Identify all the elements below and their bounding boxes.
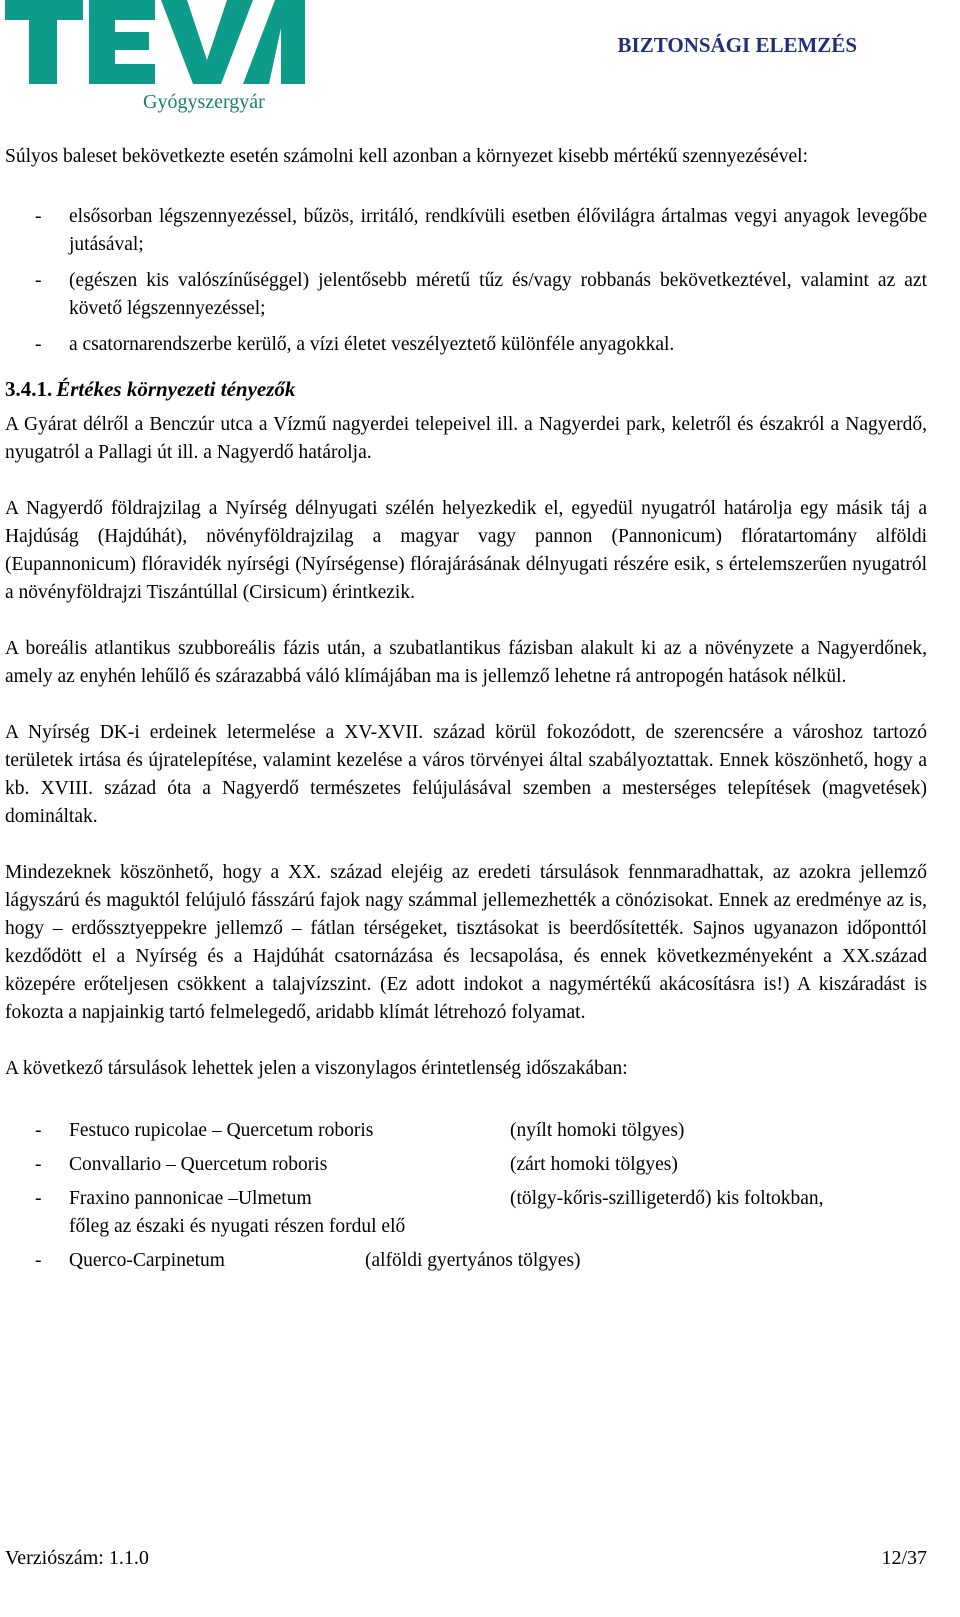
paragraph: A Nyírség DK-i erdeinek letermelése a XV-XVII. század körül fokozódott, de szerencsére a városhoz tartozó területek irtása és újratelepítése, valamint kezelése a város törvényei által szabályoztattak. Ennek köszönhető, hogy a kb. XVIII. század óta a Nagyerdő természetes felújulásával szemben a mesterséges telepítések (magvetések) domináltak.: [5, 722, 927, 827]
dash-bullet: -: [35, 1188, 42, 1209]
dash-bullet: -: [35, 1154, 42, 1175]
list-item: [5, 331, 927, 359]
paragraph: A Nagyerdő földrajzilag a Nyírség délnyugati szélén helyezkedik el, egyedül nyugatról határolja egy másik táj a Hajdúság (Hajdúhát), növényföldrajzilag a magyar vagy pannon (Pannonicum) flóratartomány alföldi (Eupannonicum) flóravidék nyírségi (Nyírségense) flórajárásának délnyugati részére esik, s értelemszerűen nyugatról a növényföldrajzi Tiszántúllal (Cirsicum) érintkezik.: [5, 498, 927, 603]
section-heading: [5, 375, 927, 403]
paragraph: A Gyárat délről a Benczúr utca a Vízmű nagyerdei telepeivel ill. a Nagyerdei park, keletről és északról a Nagyerdő, nyugatról a Pallagi út ill. a Nagyerdő határolja.: [5, 414, 927, 463]
paragraph: A boreális atlantikus szubboreális fázis után, a szubatlantikus fázisban alakult ki az a növényzete a Nagyerdőnek, amely az enyhén lehűlő és szárazabbá váló klímájában ma is jellemző lehetne rá antropogén hatások nélkül.: [5, 638, 927, 687]
document-body: [5, 143, 927, 1281]
association-name: Festuco rupicolae – Quercetum roboris: [69, 1120, 374, 1141]
association-name: Fraxino pannonicae –Ulmetum: [69, 1188, 312, 1209]
intro-paragraph: Súlyos baleset bekövetkezte esetén számolni kell azonban a környezet kisebb mértékű szennyezésével:: [5, 146, 808, 167]
dash-bullet: -: [35, 1250, 42, 1271]
dash-bullet: -: [35, 270, 42, 291]
association-desc: (nyílt homoki tölgyes): [510, 1120, 685, 1141]
list-item: [5, 1117, 927, 1145]
document-title: BIZTONSÁGI ELEMZÉS: [617, 33, 857, 57]
list-item-text: elsősorban légszennyezéssel, bűzös, irritáló, rendkívüli esetben élővilágra ártalmas vegyi anyagok levegőbe jutásával;: [69, 206, 927, 255]
section-title: Értékes környezeti tényezők: [56, 377, 296, 401]
page-number: 12/37: [881, 1547, 927, 1569]
association-desc: (tölgy-kőris-szilligeterdő) kis foltokban,: [510, 1188, 824, 1209]
section-number: 3.4.1.: [5, 377, 53, 401]
teva-logo: [5, 0, 305, 86]
list-item: [5, 1185, 927, 1213]
list-item: [5, 1247, 927, 1275]
document-page: [5, 0, 927, 1617]
company-name: Gyógyszergyár: [143, 91, 265, 113]
impact-list: [5, 203, 927, 359]
paragraph: Mindezeknek köszönhető, hogy a XX. század elejéig az eredeti társulások fennmaradhattak, az azokra jellemző lágyszárú és maguktól felújuló fásszárú fajok nagy számmal jellemezhették a cönózisokat. Ennek az eredménye az is, hogy – erdőssztyeppekre jellemző – fátlan térségeket, tisztásokat is beerdősítették. Sajnos ugyanazon időponttól kezdődött el a Nyírség és a Hajdúhát csatornázása és lecsapolása, és ennek következményeként a XX.század közepére erőteljesen csökkent a talajvízszint. (Ez adott indokot a nagymértékű akácosításra is!) A kiszáradást is fokozta a napjainkig tartó felmelegedő, aridabb klímát létrehozó folyamat.: [5, 862, 927, 1023]
association-desc: (zárt homoki tölgyes): [510, 1154, 678, 1175]
list-item: [5, 1151, 927, 1179]
paragraph: A következő társulások lehettek jelen a viszonylagos érintetlenség időszakában:: [5, 1058, 628, 1079]
dash-bullet: -: [35, 206, 42, 227]
dash-bullet: -: [35, 1120, 42, 1141]
version-label: Verziószám: 1.1.0: [5, 1547, 149, 1569]
list-item: [5, 203, 927, 259]
list-item: [5, 267, 927, 323]
association-desc: (alföldi gyertyános tölgyes): [365, 1250, 581, 1271]
dash-bullet: -: [35, 334, 42, 355]
list-item-text: a csatornarendszerbe kerülő, a vízi életet veszélyeztető különféle anyagokkal.: [69, 334, 675, 355]
association-list: [5, 1117, 927, 1275]
association-name: Querco-Carpinetum: [69, 1250, 225, 1271]
association-name: Convallario – Quercetum roboris: [69, 1154, 328, 1175]
association-continuation: főleg az északi és nyugati részen fordul elő: [69, 1216, 406, 1237]
list-item-text: (egészen kis valószínűséggel) jelentősebb méretű tűz és/vagy robbanás bekövetkeztével, valamint az azt követő légszennyezéssel;: [69, 270, 927, 319]
